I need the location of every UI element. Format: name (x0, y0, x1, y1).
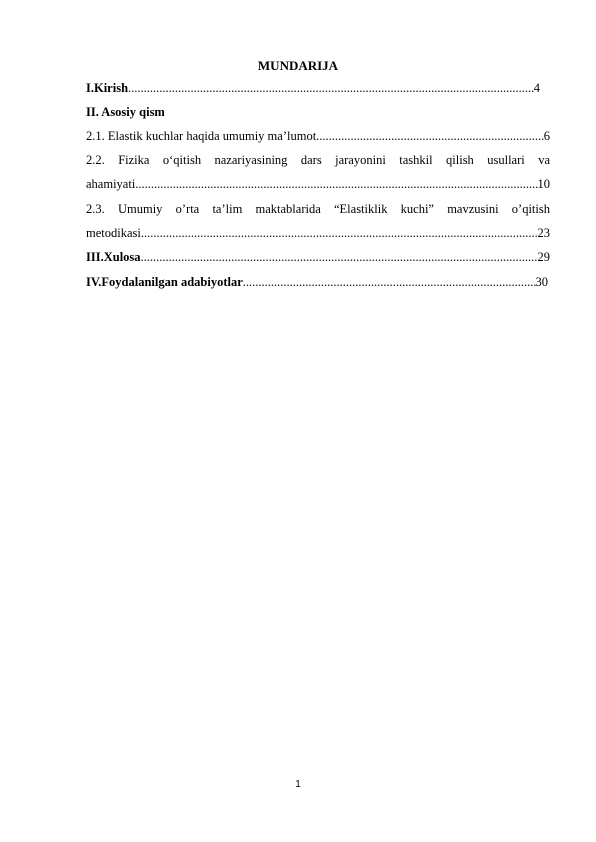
toc-page-number: 23 (537, 226, 550, 240)
toc-entry-2-3[interactable] (86, 225, 550, 241)
page-title: MUNDARIJA (257, 58, 339, 73)
leader-dots (141, 225, 538, 241)
toc-entry-kirish[interactable] (86, 80, 540, 96)
leader-dots (135, 176, 537, 192)
toc-section-heading: II. Asosiy qism (86, 105, 165, 119)
toc-label: ahamiyati (86, 177, 136, 191)
toc-label: IV.Foydalanilgan adabiyotlar (86, 275, 243, 289)
leader-dots (316, 128, 544, 144)
toc-entry-2-1[interactable] (86, 128, 550, 144)
toc-entry-adabiyotlar[interactable] (86, 274, 548, 290)
toc-page-number: 30 (535, 275, 548, 289)
footer-page-number: 1 (295, 779, 301, 790)
toc-label: metodikasi (86, 226, 141, 240)
leader-dots (128, 80, 534, 96)
toc-entry-2-2-line1[interactable]: 2.2. Fizika o‘qitish nazariyasining dars jarayonini tashkil qilish usullari va (86, 153, 550, 167)
toc-entry-2-3-line1[interactable]: 2.3. Umumiy o’rta ta’lim maktablarida “Elastiklik kuchi” mavzusini o’qitish (86, 202, 550, 216)
toc-page-number: 6 (543, 129, 550, 143)
toc-page-number: 10 (537, 177, 550, 191)
toc-page-number: 29 (537, 250, 550, 264)
toc-entry-2-2[interactable] (86, 176, 550, 192)
toc-label: I.Kirish (86, 81, 129, 95)
leader-dots (141, 249, 538, 265)
toc-label: III.Xulosa (86, 250, 141, 264)
toc-entry-xulosa[interactable] (86, 249, 550, 265)
leader-dots (243, 274, 536, 290)
toc-label: 2.1. Elastik kuchlar haqida umumiy ma’lumot (86, 129, 317, 143)
toc-page-number: 4 (533, 81, 540, 95)
